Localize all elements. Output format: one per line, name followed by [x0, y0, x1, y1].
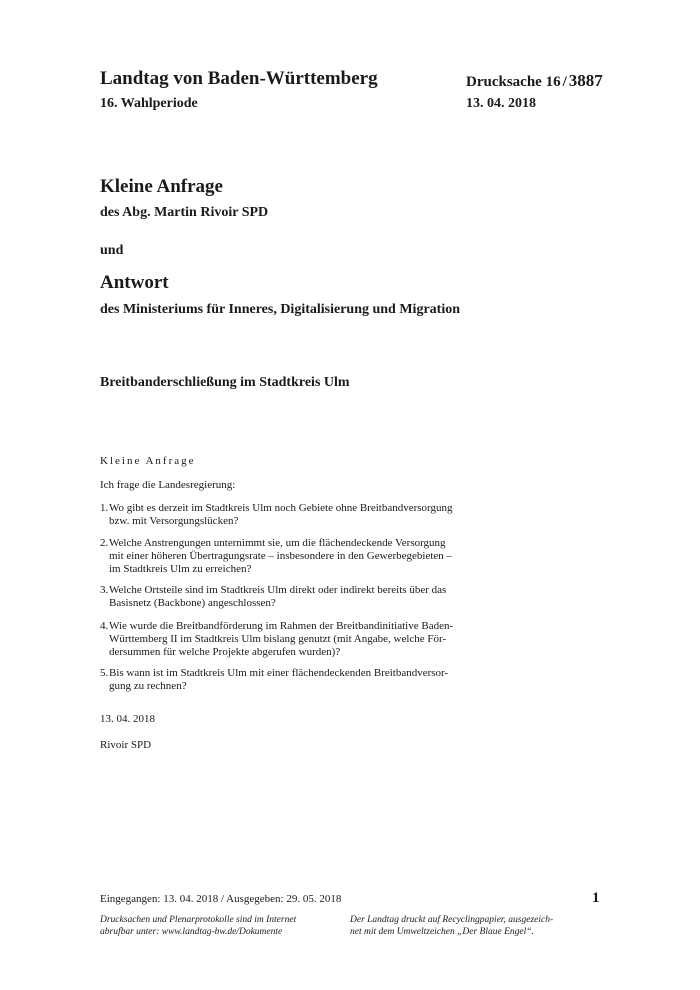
document-label: Drucksache 16	[466, 74, 561, 90]
section-label: Kleine Anfrage	[100, 455, 196, 467]
footer-note-right	[350, 914, 553, 938]
question-line: gung zu rechnen?	[109, 680, 187, 692]
question-line: Wo gibt es derzeit im Stadtkreis Ulm noch Gebiete ohne Breitbandversorgung	[109, 502, 453, 514]
question-number: 3.	[100, 584, 109, 596]
question-2	[100, 537, 468, 576]
intro-text: Ich frage die Landesregierung:	[100, 479, 236, 491]
footer-note-left	[100, 914, 296, 938]
signature-name: Rivoir SPD	[100, 739, 152, 751]
subject-line: Breitbanderschließung im Stadtkreis Ulm	[100, 375, 350, 390]
author-line: des Abg. Martin Rivoir SPD	[100, 205, 269, 220]
legislative-period: 16. Wahlperiode	[100, 96, 198, 111]
question-3	[100, 584, 468, 610]
footer-note-left-line-1: Drucksachen und Plenarprotokolle sind im Internet	[100, 915, 297, 925]
question-line: dersummen für welche Projekte abgerufen wurden)?	[109, 646, 341, 658]
question-number: 4.	[100, 620, 109, 632]
ministry-line: des Ministeriums für Inneres, Digitalisierung und Migration	[100, 302, 461, 317]
question-line: Bis wann ist im Stadtkreis Ulm mit einer flächendeckenden Breitbandversor-	[109, 667, 449, 679]
question-line: Welche Ortsteile sind im Stadtkreis Ulm direkt oder indirekt bereits über das	[109, 584, 447, 596]
question-line: Wie wurde die Breitbandförderung im Rahmen der Breitbandinitiative Baden-	[109, 620, 454, 632]
question-number: 5.	[100, 667, 109, 679]
question-number: 1.	[100, 502, 109, 514]
question-line: Basisnetz (Backbone) angeschlossen?	[109, 597, 276, 609]
question-5	[100, 667, 468, 693]
question-line: im Stadtkreis Ulm zu erreichen?	[109, 563, 252, 575]
signature-date: 13. 04. 2018	[100, 713, 155, 725]
document-number-value: 3887	[568, 71, 603, 90]
und-line: und	[100, 243, 124, 258]
received-published-line: Eingegangen: 13. 04. 2018 / Ausgegeben: 29. 05. 2018	[100, 893, 342, 905]
document-date: 13. 04. 2018	[466, 96, 536, 111]
question-1	[100, 502, 468, 528]
document-slash: /	[562, 74, 567, 90]
question-line: Württemberg II im Stadtkreis Ulm bislang genutzt (mit Angabe, welche För-	[109, 633, 447, 645]
antwort-title: Antwort	[100, 272, 169, 293]
parliament-title: Landtag von Baden-Württemberg	[100, 68, 378, 89]
kleine-anfrage-title: Kleine Anfrage	[100, 176, 223, 197]
footer-note-left-line-2: abrufbar unter: www.landtag-bw.de/Dokumente	[100, 927, 283, 937]
question-line: Welche Anstrengungen unternimmt sie, um die flächendeckende Versorgung	[109, 537, 446, 549]
page-number: 1	[592, 890, 600, 906]
question-line: bzw. mit Versorgungslücken?	[109, 515, 239, 527]
footer-note-right-line-2: net mit dem Umweltzeichen „Der Blaue Engel“.	[350, 927, 534, 937]
footer-note-right-line-1: Der Landtag druckt auf Recyclingpapier, ausgezeich-	[350, 915, 554, 925]
question-4	[100, 620, 468, 659]
question-number: 2.	[100, 537, 109, 549]
question-line: mit einer höheren Übertragungsrate – insbesondere in den Gewerbegebieten –	[109, 550, 453, 562]
document-number	[466, 71, 603, 91]
